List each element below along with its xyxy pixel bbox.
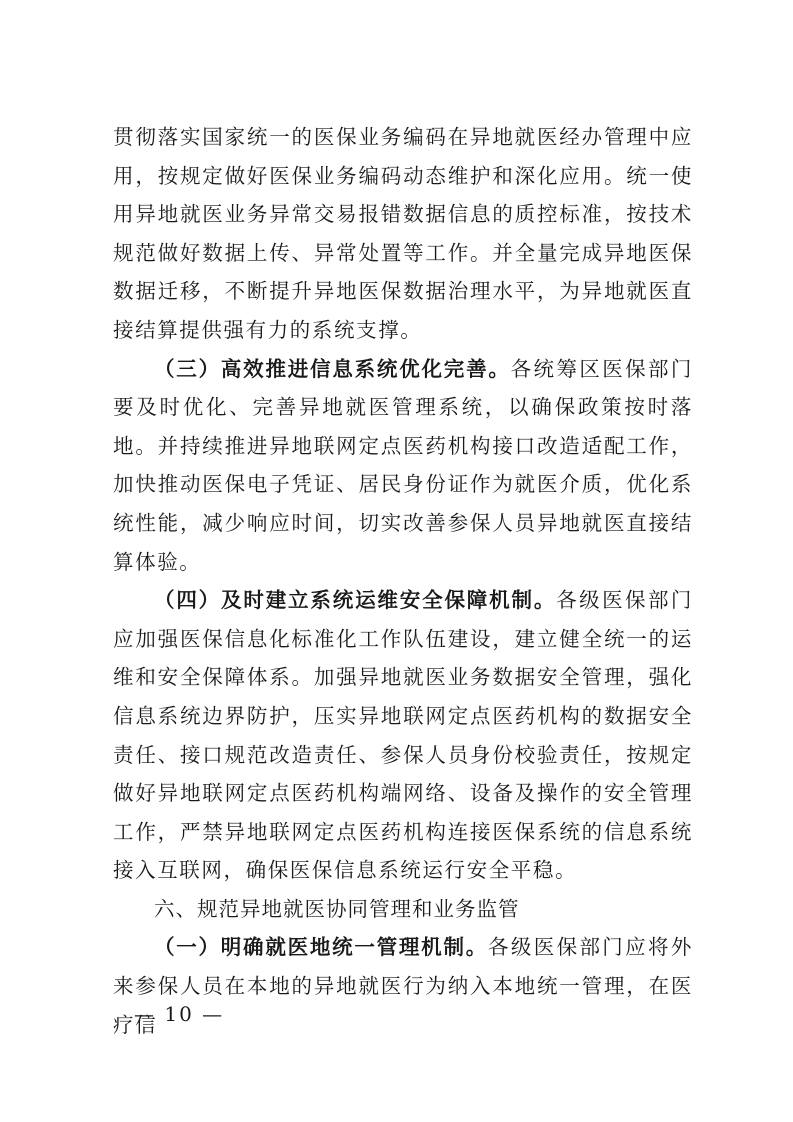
paragraph-lead: （一）明确就医地统一管理机制。 xyxy=(154,935,488,960)
paragraph-text: 贯彻落实国家统一的医保业务编码在异地就医经办管理中应用，按规定做好医保业务编码动态维护和深化应用。统一使用异地就医业务异常交易报错数据信息的质控标准，按技术规范做好数据上传、异常处置等工作。并全量完成异地医保数据迁移，不断提升异地医保数据治理水平，为异地就医直接结算提供强有力的系统支撑。 xyxy=(113,125,693,342)
paragraph-text: 各级医保部门应将外来参保人员在本地的异地就医行为纳入本地统一管理，在医疗信 xyxy=(113,935,694,1037)
paragraph-item-4 xyxy=(113,581,693,890)
paragraph-item-3 xyxy=(113,350,693,582)
paragraph-lead: （四）及时建立系统运维安全保障机制。 xyxy=(154,588,557,613)
section-heading: 六、规范异地就医协同管理和业务监管 xyxy=(154,896,520,921)
paragraph-lead: （三）高效推进信息系统优化完善。 xyxy=(154,356,511,381)
paragraph-text: 各级医保部门应加强医保信息化标准化工作队伍建设，建立健全统一的运维和安全保障体系。加强异地就医业务数据安全管理，强化信息系统边界防护，压实异地联网定点医药机构的数据安全责任、接口规范改造责任、参保人员身份校验责任，按规定做好异地联网定点医药机构端网络、设备及操作的安全管理工作，严禁异地联网定点医药机构连接医保系统的信息系统接入互联网，确保医保信息系统运行安全平稳。 xyxy=(113,588,694,883)
paragraph-text: 各统筹区医保部门要及时优化、完善异地就医管理系统，以确保政策按时落地。并持续推进异地联网定点医药机构接口改造适配工作，加快推动医保电子凭证、居民身份证作为就医介质，优化系统性能，减少响应时间，切实改善参保人员异地就医直接结算体验。 xyxy=(113,356,693,574)
page-number: — 10 — xyxy=(134,1002,225,1026)
paragraph-continued xyxy=(113,118,693,350)
document-body xyxy=(113,118,693,1044)
paragraph-item-1 xyxy=(113,928,693,1044)
